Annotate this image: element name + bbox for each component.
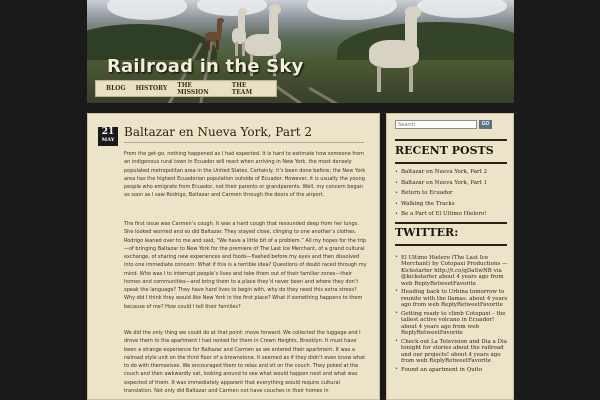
recent-posts-list [395, 167, 511, 220]
nav-the-team[interactable]: THE TEAM [231, 81, 253, 96]
sidebar [386, 113, 514, 400]
recent-posts-heading: RECENT POSTS [395, 144, 494, 157]
date-day: 21 [101, 127, 115, 137]
section-divider [395, 222, 507, 224]
recent-post-link[interactable]: • Baltazar en Nueva York, Part 1 [395, 178, 511, 189]
tweet-item[interactable]: • Getting ready to climb Cotopaxi – the tallest active volcano in Ecuador! about 4 years ago from web ReplyRetweetFavorite [395, 311, 511, 337]
site-header [87, 0, 514, 103]
post-content [87, 113, 380, 400]
nav-history[interactable]: HISTORY [135, 85, 168, 92]
recent-post-link[interactable]: • Be a Part of El Ultimo Hielero! [395, 209, 511, 220]
recent-post-link[interactable]: • Walking the Tracks [395, 199, 511, 210]
twitter-heading: TWITTER: [395, 226, 459, 239]
recent-post-link[interactable]: • Baltazar en Nueva York, Part 2 [395, 167, 511, 178]
tweet-item[interactable]: • Heading back to Urbina tomorrow to reunite with the llamas. about 4 years ago from web ReplyRetweetFavorite [395, 289, 511, 308]
nav-the-mission[interactable]: THE MISSION [177, 81, 209, 96]
section-divider [395, 139, 507, 141]
tweet-item[interactable]: • Found an apartment in Quito [395, 367, 511, 373]
post-paragraph: The first issue was Carmen’s cough. It was a hard cough that resounded deep from her lungs. She looked worried and so did Baltazar. They stayed close, clinging to one another’s clothes. Rodrigo leaned over to me and said, “We have a little bit of a problem.” All my hopes for the trip—of bringing Baltazar to New York for the premiere of The Last Ice Merchant, of a grand cultural exchange, of sharing new experiences and foods—flashed before my eyes and then dissolved into one immediate concern: What if this is a terrible idea? Questions of doubt raced through my mind. Who was I to interrupt people’s lives and take them out of their familiar zones—their homes and communities—and bring them to a place they’d never been and where they don’t speak the language? They have hard lives to begin with, why do they need this extra stress? Why did I think they would like New York in the first place? What if something happens to them because of me? How could I tell their families? [124, 221, 367, 310]
post-paragraph: From the get-go, nothing happened as I had expected. It is hard to estimate how someone from an indigenous rural town in Ecuador will react when arriving in New York, the most densely populated metropolitan area in the United States. Certainly, it’s been done before; the New York area has the highest Ecuadorian population outside of Ecuador. However, it is usually the young people who emigrate from Ecuador, not their parents or grandparents. Well, my concern began as soon as I saw Rodrigo, Baltazar and Carmen through the doors of the airport. [124, 151, 366, 199]
nav-blog[interactable]: BLOG [106, 85, 126, 92]
date-month: MAY [101, 137, 115, 143]
search-input[interactable] [395, 120, 477, 129]
twitter-feed [387, 251, 515, 400]
cloud-decoration [197, 0, 267, 16]
cloud-decoration [107, 0, 187, 20]
post-paragraph: We did the only thing we could do at that point: move forward. We collected the luggage and I drove them to the apartment I had rented for them in Crown Heights, Brooklyn. It must have been a strange experience for Baltazar and Carmen as we entered their apartment. It was a railroad style unit on the third floor of a brownstone. It seemed as if they didn’t even know what to do with themselves. We encouraged them to relax and sit on the couch. They poked at the couch and then awkwardly sat, looking around to see what would happen next and what was expected of them. It was immediately apparent that everything would require cultural translation. Not only did Baltazar and Carmen not have couches in their homes in [124, 330, 366, 394]
section-divider [395, 162, 507, 164]
post-title[interactable]: Baltazar en Nueva York, Part 2 [124, 125, 312, 139]
tweet-item[interactable]: • Check out La Television and Dia a Dia tonight for stories about the railroad and our projects! about 4 years ago from web ReplyRetweetFavorite [395, 339, 511, 365]
recent-post-link[interactable]: • Return to Ecuador [395, 188, 511, 199]
title-divider [124, 142, 364, 143]
site-title[interactable]: Railroad in the Sky [107, 56, 304, 77]
cloud-decoration [307, 0, 397, 20]
tweet-item[interactable]: • El Ultimo Hielero (The Last Ice Merchant) by Cotopaxi Productions — Kickstarter http://t.co/qDaSwNB via @kickstarter about 4 years ago from web ReplyRetweetFavorite [395, 255, 511, 287]
section-divider [395, 244, 507, 246]
search-button[interactable]: GO [479, 120, 492, 129]
cloud-decoration [417, 0, 507, 18]
tweet-list [395, 255, 511, 375]
main-nav [95, 80, 277, 97]
date-badge [98, 127, 118, 146]
